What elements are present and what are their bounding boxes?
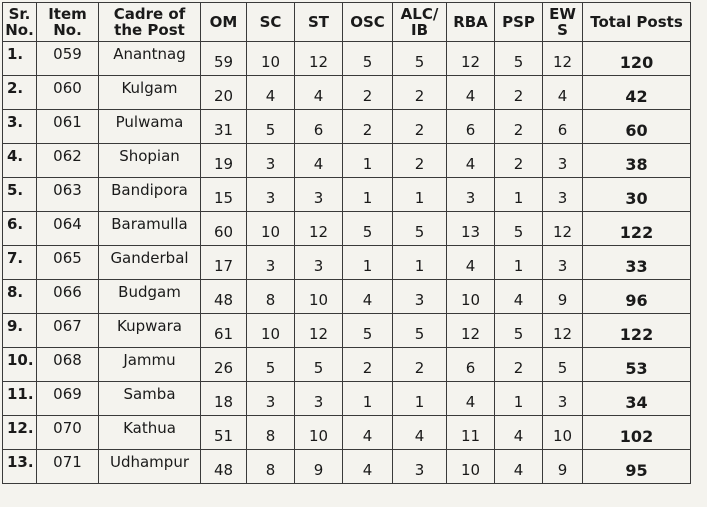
cell-cadre: Kathua [99, 416, 201, 450]
header-total-posts: Total Posts [583, 3, 691, 42]
cell-ews: 12 [543, 42, 583, 76]
cell-sc: 3 [247, 144, 295, 178]
cell-psp: 5 [495, 314, 543, 348]
cell-item-no: 064 [37, 212, 99, 246]
cell-om: 19 [201, 144, 247, 178]
table-row [3, 450, 691, 484]
cell-ews: 12 [543, 314, 583, 348]
cell-sc: 10 [247, 42, 295, 76]
cell-alc-ib: 1 [393, 246, 447, 280]
header-sr-no: Sr. No. [3, 3, 37, 42]
cell-sr-no: 3. [3, 110, 37, 144]
table-row [3, 314, 691, 348]
cell-item-no: 059 [37, 42, 99, 76]
cell-sr-no: 1. [3, 42, 37, 76]
cell-st: 4 [295, 144, 343, 178]
cell-osc: 1 [343, 382, 393, 416]
cell-cadre: Ganderbal [99, 246, 201, 280]
cell-st: 12 [295, 314, 343, 348]
cell-sc: 10 [247, 212, 295, 246]
cell-total-posts: 120 [583, 42, 691, 76]
cell-rba: 6 [447, 110, 495, 144]
cell-st: 12 [295, 42, 343, 76]
table-row [3, 144, 691, 178]
cell-ews: 5 [543, 348, 583, 382]
cell-alc-ib: 2 [393, 144, 447, 178]
header-sc: SC [247, 3, 295, 42]
table-row [3, 280, 691, 314]
header-osc: OSC [343, 3, 393, 42]
cell-alc-ib: 5 [393, 314, 447, 348]
cell-om: 60 [201, 212, 247, 246]
cell-ews: 9 [543, 450, 583, 484]
cell-rba: 4 [447, 382, 495, 416]
cell-psp: 2 [495, 110, 543, 144]
cell-rba: 6 [447, 348, 495, 382]
cell-cadre: Shopian [99, 144, 201, 178]
cell-om: 48 [201, 280, 247, 314]
cell-rba: 12 [447, 42, 495, 76]
cell-sc: 3 [247, 246, 295, 280]
cell-alc-ib: 5 [393, 42, 447, 76]
table-row [3, 110, 691, 144]
cell-sr-no: 2. [3, 76, 37, 110]
cell-osc: 2 [343, 76, 393, 110]
cell-sr-no: 5. [3, 178, 37, 212]
cell-psp: 2 [495, 144, 543, 178]
cell-osc: 4 [343, 280, 393, 314]
cell-rba: 3 [447, 178, 495, 212]
cell-item-no: 061 [37, 110, 99, 144]
cell-cadre: Kupwara [99, 314, 201, 348]
cell-total-posts: 60 [583, 110, 691, 144]
cell-sr-no: 13. [3, 450, 37, 484]
cell-om: 48 [201, 450, 247, 484]
cell-sr-no: 12. [3, 416, 37, 450]
cell-rba: 13 [447, 212, 495, 246]
cell-psp: 5 [495, 212, 543, 246]
cell-ews: 3 [543, 178, 583, 212]
cell-osc: 5 [343, 314, 393, 348]
header-psp: PSP [495, 3, 543, 42]
cell-st: 10 [295, 280, 343, 314]
cell-osc: 5 [343, 42, 393, 76]
cell-st: 4 [295, 76, 343, 110]
header-item-no: Item No. [37, 3, 99, 42]
cell-alc-ib: 2 [393, 76, 447, 110]
cell-ews: 12 [543, 212, 583, 246]
cell-sr-no: 11. [3, 382, 37, 416]
cell-osc: 1 [343, 178, 393, 212]
table-row [3, 246, 691, 280]
cell-om: 18 [201, 382, 247, 416]
cell-st: 3 [295, 178, 343, 212]
cell-sc: 3 [247, 382, 295, 416]
cell-rba: 4 [447, 144, 495, 178]
cell-rba: 4 [447, 76, 495, 110]
cell-total-posts: 33 [583, 246, 691, 280]
cell-cadre: Anantnag [99, 42, 201, 76]
cell-om: 17 [201, 246, 247, 280]
cell-total-posts: 122 [583, 314, 691, 348]
header-st: ST [295, 3, 343, 42]
cell-osc: 2 [343, 348, 393, 382]
table-row [3, 212, 691, 246]
cell-om: 26 [201, 348, 247, 382]
cell-sr-no: 8. [3, 280, 37, 314]
cell-psp: 4 [495, 280, 543, 314]
cell-om: 20 [201, 76, 247, 110]
cell-sc: 5 [247, 110, 295, 144]
cell-item-no: 071 [37, 450, 99, 484]
cell-sc: 8 [247, 280, 295, 314]
cell-total-posts: 122 [583, 212, 691, 246]
cell-st: 5 [295, 348, 343, 382]
table-row [3, 348, 691, 382]
cell-total-posts: 53 [583, 348, 691, 382]
cell-st: 9 [295, 450, 343, 484]
cell-sc: 5 [247, 348, 295, 382]
cell-cadre: Bandipora [99, 178, 201, 212]
cell-sc: 3 [247, 178, 295, 212]
cell-item-no: 060 [37, 76, 99, 110]
cell-sc: 10 [247, 314, 295, 348]
cell-alc-ib: 1 [393, 382, 447, 416]
cell-osc: 4 [343, 450, 393, 484]
cell-psp: 1 [495, 382, 543, 416]
cell-om: 61 [201, 314, 247, 348]
cell-item-no: 069 [37, 382, 99, 416]
header-row [3, 3, 691, 42]
table-row [3, 416, 691, 450]
cell-osc: 1 [343, 246, 393, 280]
cell-sr-no: 9. [3, 314, 37, 348]
cell-alc-ib: 3 [393, 280, 447, 314]
posts-table [2, 2, 691, 484]
cell-ews: 9 [543, 280, 583, 314]
cell-cadre: Budgam [99, 280, 201, 314]
table-row [3, 42, 691, 76]
cell-sr-no: 7. [3, 246, 37, 280]
cell-st: 6 [295, 110, 343, 144]
cell-item-no: 066 [37, 280, 99, 314]
cell-total-posts: 30 [583, 178, 691, 212]
table-body [3, 42, 691, 484]
cell-ews: 6 [543, 110, 583, 144]
cell-alc-ib: 2 [393, 348, 447, 382]
cell-cadre: Jammu [99, 348, 201, 382]
cell-total-posts: 38 [583, 144, 691, 178]
cell-rba: 12 [447, 314, 495, 348]
cell-st: 12 [295, 212, 343, 246]
cell-psp: 2 [495, 348, 543, 382]
cell-psp: 5 [495, 42, 543, 76]
cell-sr-no: 10. [3, 348, 37, 382]
cell-total-posts: 42 [583, 76, 691, 110]
cell-st: 3 [295, 246, 343, 280]
cell-cadre: Samba [99, 382, 201, 416]
cell-cadre: Kulgam [99, 76, 201, 110]
cell-cadre: Pulwama [99, 110, 201, 144]
cell-item-no: 063 [37, 178, 99, 212]
cell-ews: 3 [543, 246, 583, 280]
cell-rba: 10 [447, 280, 495, 314]
cell-alc-ib: 4 [393, 416, 447, 450]
cell-ews: 3 [543, 144, 583, 178]
cell-cadre: Baramulla [99, 212, 201, 246]
cell-alc-ib: 2 [393, 110, 447, 144]
cell-item-no: 068 [37, 348, 99, 382]
cell-psp: 1 [495, 178, 543, 212]
cell-st: 10 [295, 416, 343, 450]
header-om: OM [201, 3, 247, 42]
cell-alc-ib: 3 [393, 450, 447, 484]
cell-item-no: 070 [37, 416, 99, 450]
cell-total-posts: 102 [583, 416, 691, 450]
cell-item-no: 067 [37, 314, 99, 348]
cell-psp: 4 [495, 450, 543, 484]
table-row [3, 178, 691, 212]
cell-cadre: Udhampur [99, 450, 201, 484]
table-row [3, 76, 691, 110]
cell-total-posts: 96 [583, 280, 691, 314]
cell-sr-no: 4. [3, 144, 37, 178]
cell-osc: 1 [343, 144, 393, 178]
cell-psp: 4 [495, 416, 543, 450]
cell-st: 3 [295, 382, 343, 416]
cell-om: 31 [201, 110, 247, 144]
cell-sc: 8 [247, 450, 295, 484]
cell-om: 59 [201, 42, 247, 76]
cell-psp: 2 [495, 76, 543, 110]
cell-osc: 2 [343, 110, 393, 144]
cell-osc: 5 [343, 212, 393, 246]
cell-om: 51 [201, 416, 247, 450]
cell-sc: 4 [247, 76, 295, 110]
cell-sr-no: 6. [3, 212, 37, 246]
header-alc-ib: ALC/ IB [393, 3, 447, 42]
cell-item-no: 062 [37, 144, 99, 178]
cell-total-posts: 34 [583, 382, 691, 416]
cell-osc: 4 [343, 416, 393, 450]
cell-alc-ib: 5 [393, 212, 447, 246]
cell-om: 15 [201, 178, 247, 212]
cell-ews: 4 [543, 76, 583, 110]
table-header [3, 3, 691, 42]
cell-sc: 8 [247, 416, 295, 450]
cell-psp: 1 [495, 246, 543, 280]
header-cadre: Cadre of the Post [99, 3, 201, 42]
header-ews: EW S [543, 3, 583, 42]
table-row [3, 382, 691, 416]
header-rba: RBA [447, 3, 495, 42]
cell-rba: 4 [447, 246, 495, 280]
cell-rba: 11 [447, 416, 495, 450]
cell-ews: 10 [543, 416, 583, 450]
cell-alc-ib: 1 [393, 178, 447, 212]
cell-ews: 3 [543, 382, 583, 416]
cell-total-posts: 95 [583, 450, 691, 484]
cell-item-no: 065 [37, 246, 99, 280]
cell-rba: 10 [447, 450, 495, 484]
